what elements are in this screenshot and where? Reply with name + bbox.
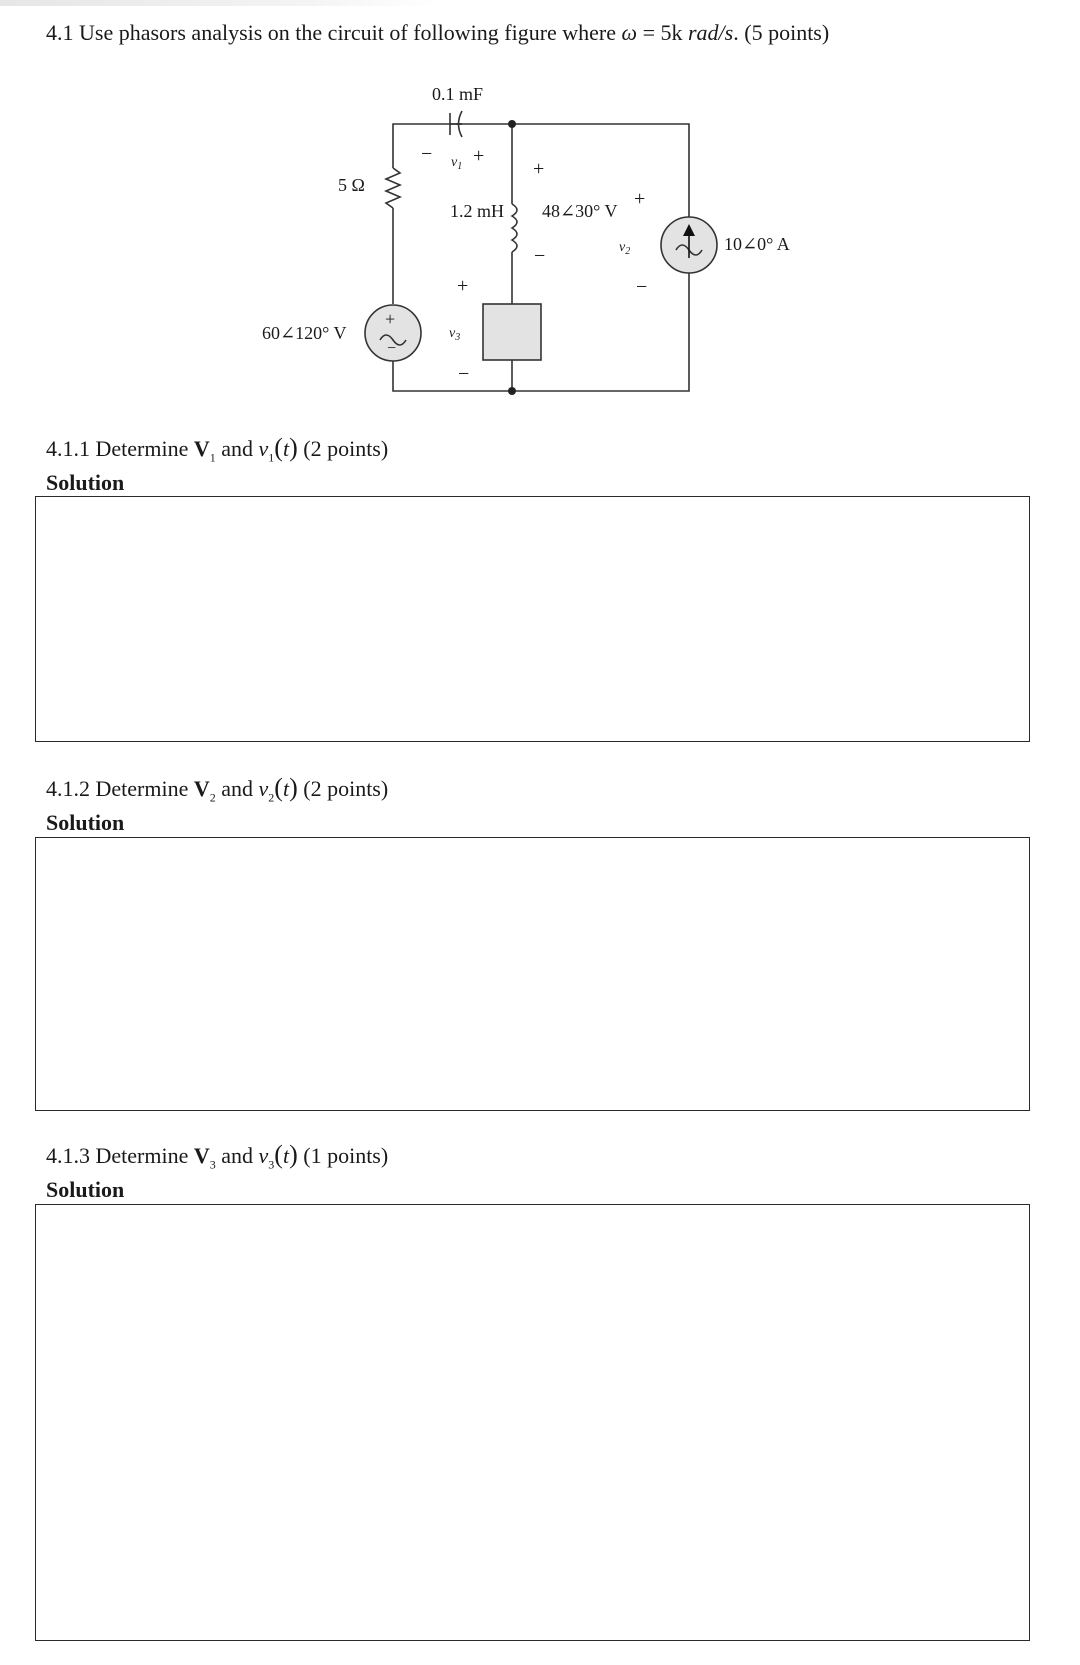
part-3-points: (1 points) <box>303 1143 389 1168</box>
part-1-solution-label: Solution <box>46 470 125 495</box>
part-3-and: and <box>221 1143 254 1168</box>
v2-symbol: v <box>619 240 626 255</box>
v3-symbol: v <box>449 326 456 341</box>
v3-label <box>449 326 460 343</box>
resistor-zigzag <box>386 168 400 208</box>
part-3-phasor-sub: 3 <box>209 1157 216 1172</box>
part-2-solution-label: Solution <box>46 810 125 835</box>
v2-plus: + <box>634 188 646 210</box>
v1-label <box>451 155 462 172</box>
omega-value: = 5k <box>637 20 688 45</box>
part-2-answer-box[interactable] <box>35 837 1030 1111</box>
question-title-suffix: . (5 points) <box>733 20 830 45</box>
node-top <box>508 120 516 128</box>
part-1-phasor: V <box>193 436 210 461</box>
dependent-source-label: 48∠30° V <box>542 201 618 221</box>
omega-symbol: ω <box>621 20 638 45</box>
part-3-solution-label: Solution <box>46 1177 125 1202</box>
omega-unit: rad/s <box>688 20 734 45</box>
part-3-func-sub: 3 <box>268 1157 275 1172</box>
part-3-func: v <box>258 1143 269 1168</box>
v3-sub: 3 <box>455 332 461 343</box>
inductor-minus: − <box>534 245 546 267</box>
v3-minus: − <box>458 363 470 385</box>
part-2-func-sub: 2 <box>268 790 275 805</box>
resistor-label: 5 Ω <box>338 175 365 195</box>
part-2-number: 4.1.2 Determine <box>46 776 189 801</box>
part-2-heading: 4.1.2 Determine $V_2$ and $v_2(t)$ (2 points) <box>46 773 389 805</box>
part-3-phasor: V <box>193 1143 210 1168</box>
part-1-func-sub: 1 <box>268 450 275 465</box>
part-1-answer-box[interactable] <box>35 496 1030 742</box>
v1-sub: 1 <box>457 161 463 172</box>
v2-label <box>619 240 630 257</box>
voltage-source-minus: − <box>387 340 397 357</box>
part-1-arg: t <box>282 436 290 461</box>
part-1-phasor-sub: 1 <box>209 450 216 465</box>
dependent-source-box <box>483 304 541 360</box>
part-2-phasor: V <box>193 776 210 801</box>
v3-plus: + <box>457 275 469 297</box>
part-1-heading: 4.1.1 Determine $V_1$ and $v_1(t)$ (2 points) <box>46 433 389 465</box>
v1-symbol: v <box>451 155 458 170</box>
inductor-label: 1.2 mH <box>450 201 504 221</box>
voltage-source-label: 60∠120° V <box>262 323 347 343</box>
part-3-answer-box[interactable] <box>35 1204 1030 1641</box>
part-2-phasor-sub: 2 <box>209 790 216 805</box>
voltage-source-plus: + <box>385 309 396 329</box>
v1-plus: + <box>473 145 485 167</box>
part-1-points: (2 points) <box>303 436 389 461</box>
circuit-diagram <box>0 0 1080 420</box>
v2-sub: 2 <box>625 246 631 257</box>
part-1-number: 4.1.1 Determine <box>46 436 189 461</box>
part-2-points: (2 points) <box>303 776 389 801</box>
part-3-arg: t <box>282 1143 290 1168</box>
inductor-plus: + <box>533 158 545 180</box>
question-title-prefix: 4.1 Use phasors analysis on the circuit of following figure where <box>46 20 617 45</box>
part-2-func: v <box>258 776 269 801</box>
v1-minus: − <box>421 143 433 165</box>
part-2-and: and <box>221 776 254 801</box>
part-1-func: v <box>258 436 269 461</box>
capacitor-label: 0.1 mF <box>432 84 484 104</box>
inductor-coil <box>512 204 517 252</box>
v2-minus: − <box>636 276 648 298</box>
current-source-label: 10∠0° A <box>724 234 790 254</box>
part-3-heading: 4.1.3 Determine $V_3$ and $v_3(t)$ (1 points) <box>46 1140 389 1172</box>
part-1-and: and <box>221 436 254 461</box>
part-3-number: 4.1.3 Determine <box>46 1143 189 1168</box>
node-bottom <box>508 387 516 395</box>
part-2-arg: t <box>282 776 290 801</box>
